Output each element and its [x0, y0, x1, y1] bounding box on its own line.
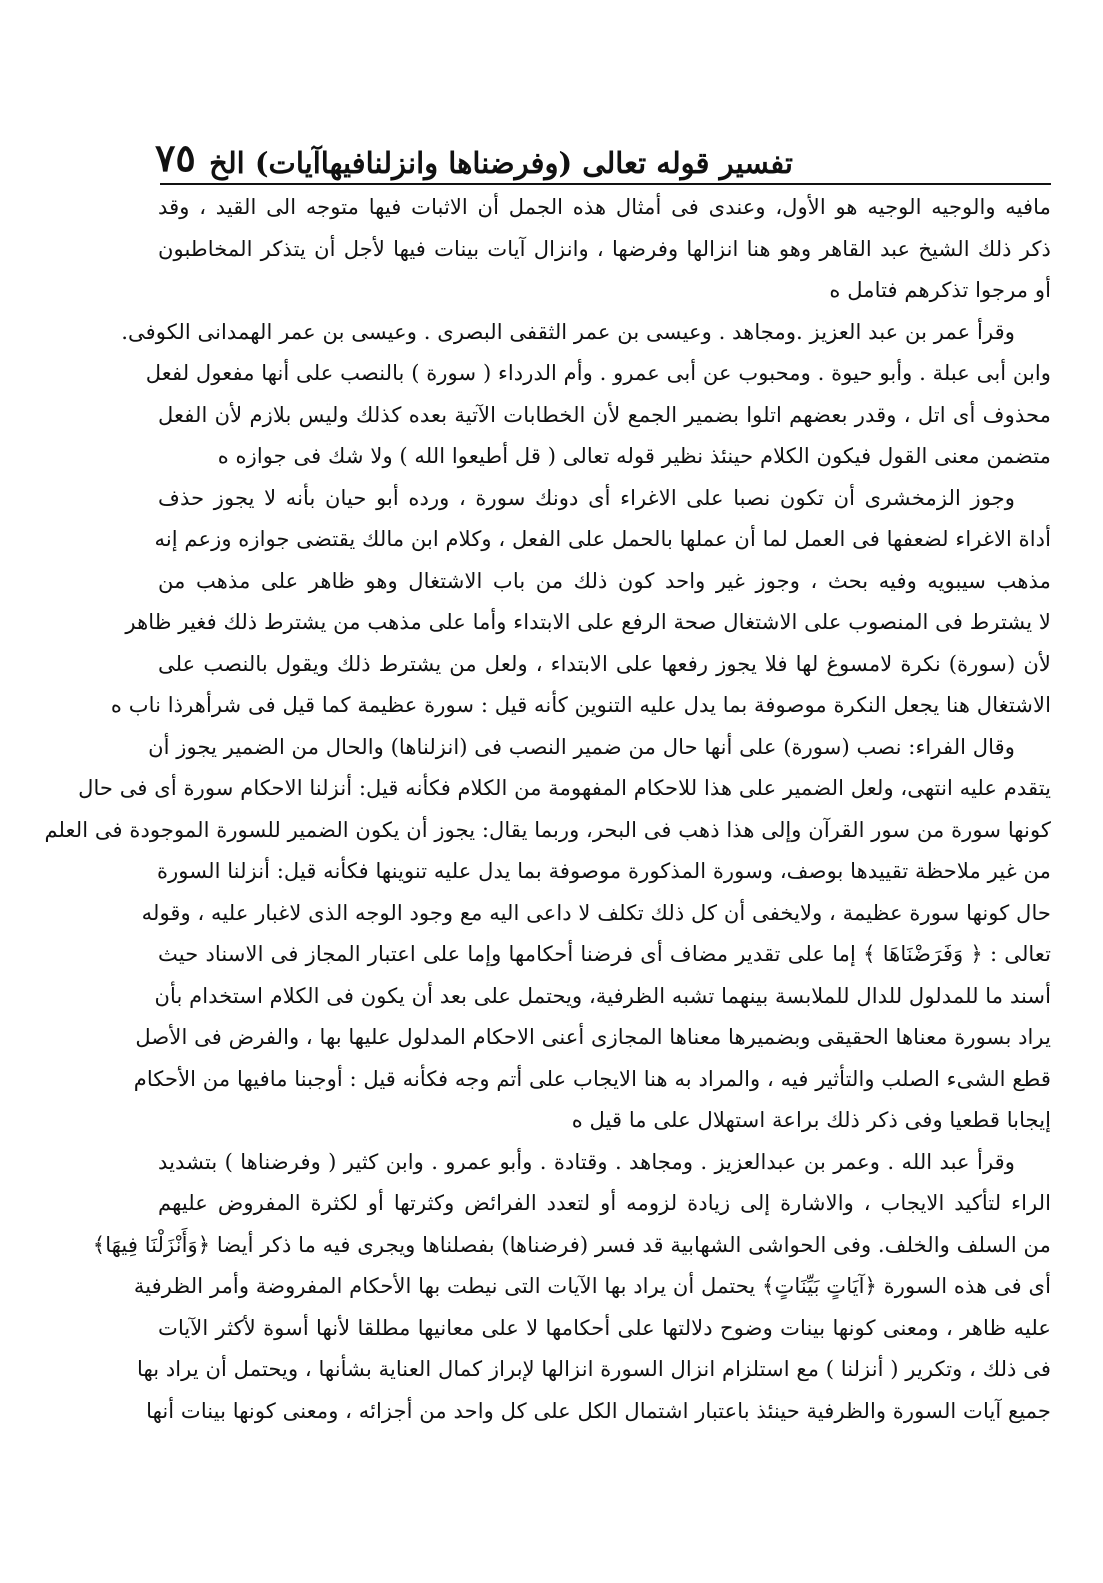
text-line: يتقدم عليه انتهى، ولعل الضمير على هذا للاحكام المفهومة من الكلام فكأنه قيل: أنزلنا الاحكام سورة أى فى حال [78, 775, 1051, 800]
text-line: عليه ظاهر ، ومعنى كونها بينات وضوح دلالتها على أحكامها لا على معانيها مطلقا لأنها أسوة لأكثر الآيات [158, 1314, 1051, 1340]
body-text [44, 186, 1051, 1573]
text-line: يراد بسورة معناها الحقيقى وبضميرها معناها المجازى أعنى الاحكام المدلول عليها بها ، والفرض فى الأصل [135, 1024, 1051, 1049]
text-line: من السلف والخلف. وفى الحواشى الشهابية قد فسر (فرضناها) بفصلناها ويجرى فيه ما ذكر أيضا ﴿وَأَنْزَلْنَا فِيهَا﴾ [92, 1231, 1051, 1257]
text-line: جميع آيات السورة والظرفية حينئذ باعتبار اشتمال الكل على كل واحد من أجزائه ، ومعنى كونها بينات أنها [146, 1397, 1051, 1423]
text-line: الراء لتأكيد الايجاب ، والاشارة إلى زيادة لزومه أو لتعدد الفرائض وكثرتها أو لكثرة المفروض عليهم [158, 1190, 1051, 1215]
text-line: وقرأ عمر بن عبد العزيز .ومجاهد . وعيسى بن عمر الثقفى البصرى . وعيسى بن عمر الهمدانى الكوفى. [121, 318, 1015, 344]
page-number: ٧٥ [155, 135, 196, 180]
text-line: أى فى هذه السورة ﴿آيَاتٍ بَيِّنَاتٍ﴾ يحتمل أن يراد بها الآيات التى نيطت بها الأحكام المفروضة وأمر الظرفية [133, 1273, 1051, 1298]
text-line: متضمن معنى القول فيكون الكلام حينئذ نظير قوله تعالى ( قل أطيعوا الله ) ولا شك فى جوازه ه [217, 443, 1051, 468]
text-line: محذوف أى اتل ، وقدر بعضهم اتلوا بضمير الجمع لأن الخطابات الآتية بعده كذلك وليس بلازم لأن الفعل [158, 401, 1051, 427]
text-line: من غير ملاحظة تقييدها بوصف، وسورة المذكورة موصوفة بما يدل عليه تنوينها فكأنه قيل: أنزلنا السورة [156, 858, 1051, 883]
text-line: لا يشترط فى المنصوب على الاشتغال صحة الرفع على الابتداء وأما على مذهب من يشترط ذلك فغير ظاهر [125, 609, 1051, 634]
text-line: إيجابا قطعيا وفى ذكر ذلك براعة استهلال على ما قيل ه [571, 1107, 1051, 1132]
text-line: مذهب سيبويه وفيه بحث ، وجوز غير واحد كون ذلك من باب الاشتغال وهو ظاهر على مذهب من [158, 567, 1051, 593]
page-header [155, 130, 1038, 180]
text-line: مافيه والوجيه الوجيه هو الأول، وعندى فى أمثال هذه الجمل أن الاثبات فيها متوجه الى القيد ، وقد [158, 194, 1051, 219]
text-line: فى ذلك ، وتكرير ( أنزلنا ) مع استلزام انزال السورة انزالها لإبراز كمال العناية بشأنها ، ويحتمل أن يراد بها [137, 1356, 1051, 1381]
text-line: أو مرجوا تذكرهم فتامل ه [829, 277, 1051, 302]
text-line: وقرأ عبد الله . وعمر بن عبدالعزيز . ومجاهد . وقتادة . وأبو عمرو . وابن كثير ( وفرضناها ) بتشديد [158, 1148, 1015, 1174]
text-line: قطع الشىء الصلب والتأثير فيه ، والمراد به هنا الايجاب على أتم وجه فكأنه قيل : أوجبنا مافيها من الأحكام [133, 1065, 1051, 1091]
header-rule [160, 183, 1051, 185]
text-line: أسند ما للمدلول للدال للملابسة بينهما تشبه الظرفية، ويحتمل على بعد أن يكون فى الكلام استخدام بأن [154, 982, 1051, 1008]
text-line: حال كونها سورة عظيمة ، ولايخفى أن كل ذلك تكلف لا داعى اليه مع وجود الوجه الذى لاغبار عليه ، وقوله [141, 899, 1051, 925]
text-line: لأن (سورة) نكرة لامسوغ لها فلا يجوز رفعها على الابتداء ، ولعل من يشترط ذلك ويقول بالنصب على [158, 650, 1051, 676]
text-line: كونها سورة من سور القرآن وإلى هذا ذهب فى البحر، وربما يقال: يجوز أن يكون الضمير للسورة الموجودة فى العلم [44, 816, 1051, 842]
text-line: وجوز الزمخشرى أن تكون نصبا على الاغراء أى دونك سورة ، ورده أبو حيان بأنه لا يجوز حذف [158, 484, 1015, 510]
text-line: الاشتغال هنا يجعل النكرة موصوفة بما يدل عليه التنوين كأنه قيل : سورة عظيمة كما قيل فى شرأهرذا ناب ه [110, 692, 1051, 717]
text-line: ذكر ذلك الشيخ عبد القاهر وهو هنا انزالها وفرضها ، وانزال آيات بينات فيها لأجل أن يتذكر المخاطبون [158, 235, 1051, 261]
text-line: وقال الفراء: نصب (سورة) على أنها حال من ضمير النصب فى (انزلناها) والحال من الضمير يجوز أن [148, 733, 1015, 759]
text-line: أداة الاغراء لضعفها فى العمل لما أن عملها بالحمل على الفعل ، وكلام ابن مالك يقتضى جوازه وزعم إنه [154, 526, 1051, 551]
text-line: وابن أبى عبلة . وأبو حيوة . ومحبوب عن أبى عمرو . وأم الدرداء ( سورة ) بالنصب على أنها مفعول لفعل [145, 360, 1051, 385]
text-line: تعالى : ﴿ وَفَرَضْنَاهَا ﴾ إما على تقدير مضاف أى فرضنا أحكامها وإما على اعتبار المجاز فى الاسناد حيث [158, 941, 1051, 966]
running-title: تفسير قوله تعالى (وفرضناها وانزلنافيهاآيات) الخ [209, 146, 793, 180]
